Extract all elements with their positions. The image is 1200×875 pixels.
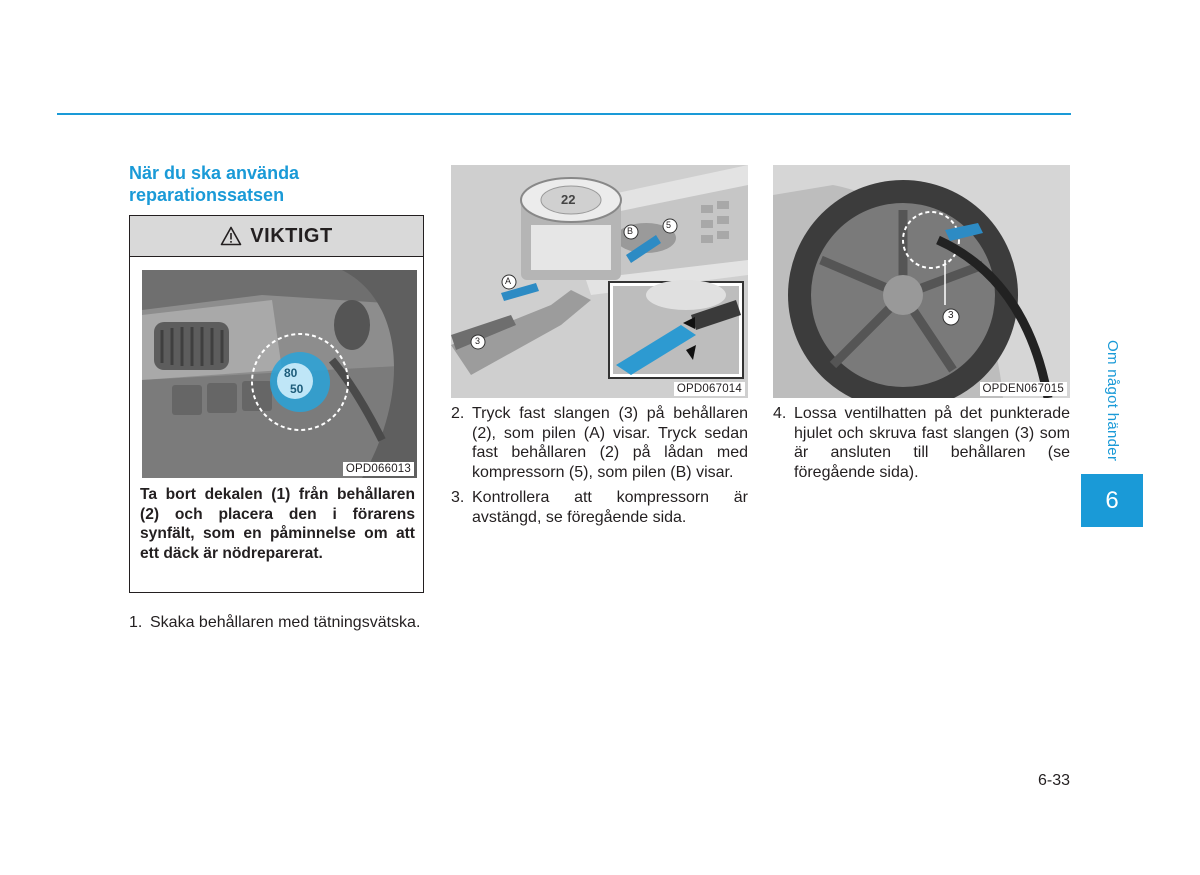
warning-box: [129, 215, 424, 593]
dashboard-drawing: [142, 270, 417, 478]
warning-header: [130, 216, 423, 257]
warning-text: Ta bort dekalen (1) från behållaren (2) och placera den i förarens synfält, som en påminnelse om att ett däck är nödreparerat.: [140, 486, 415, 562]
figure-code: OPD067014: [674, 382, 745, 396]
wheel-drawing: [773, 165, 1070, 398]
step-list-column-2: [451, 404, 748, 533]
step-list-column-3: [773, 404, 1070, 488]
step-text: Lossa ventilhatten på det punkterade hjulet och skruva fast slangen (3) som är ansluten till behållaren (se föregående sida).: [794, 405, 1070, 481]
header-rule: [57, 113, 1071, 115]
chapter-tab: 6: [1081, 474, 1143, 527]
wheel-valve-illustration: [773, 165, 1070, 398]
step-text: Skaka behållaren med tätningsvätska.: [150, 614, 421, 631]
chapter-side-label: Om något händer: [1104, 340, 1121, 462]
callout-3: 3: [948, 310, 954, 321]
warning-title: VIKTIGT: [250, 224, 333, 247]
bottle-label: 22: [561, 192, 576, 207]
step-text: Kontrollera att kompressorn är avstängd, se föregående sida.: [472, 489, 748, 526]
list-item: [773, 404, 1070, 482]
list-item: [451, 488, 748, 527]
callout-a: A: [505, 276, 512, 286]
figure-code: OPD066013: [343, 462, 414, 476]
step-number: 4.: [773, 405, 787, 422]
figure-code: OPDEN067015: [980, 382, 1067, 396]
dashboard-decal-illustration: [142, 270, 417, 478]
list-item: [451, 404, 748, 482]
decal-gauge-bottom: 50: [290, 382, 304, 396]
list-item: [129, 613, 425, 633]
warning-triangle-icon: [220, 226, 242, 246]
step-text: Tryck fast slangen (3) på behållaren (2), som pilen (A) visar. Tryck sedan fast behållaren (2) på lådan med kompressorn (5), som pilen (B) visar.: [472, 405, 748, 481]
callout-3: 3: [475, 336, 481, 346]
step-list-column-1: [129, 613, 425, 639]
decal-gauge-top: 80: [284, 366, 298, 380]
compressor-drawing: [451, 165, 748, 398]
page-number: 6-33: [1037, 772, 1070, 789]
step-number: 3.: [451, 489, 465, 506]
step-number: 1.: [129, 614, 143, 631]
section-title: När du ska använda reparationssatsen: [129, 163, 300, 205]
container-hose-illustration: [451, 165, 748, 398]
callout-5: 5: [666, 220, 672, 230]
callout-b: B: [627, 226, 634, 236]
step-number: 2.: [451, 405, 465, 422]
